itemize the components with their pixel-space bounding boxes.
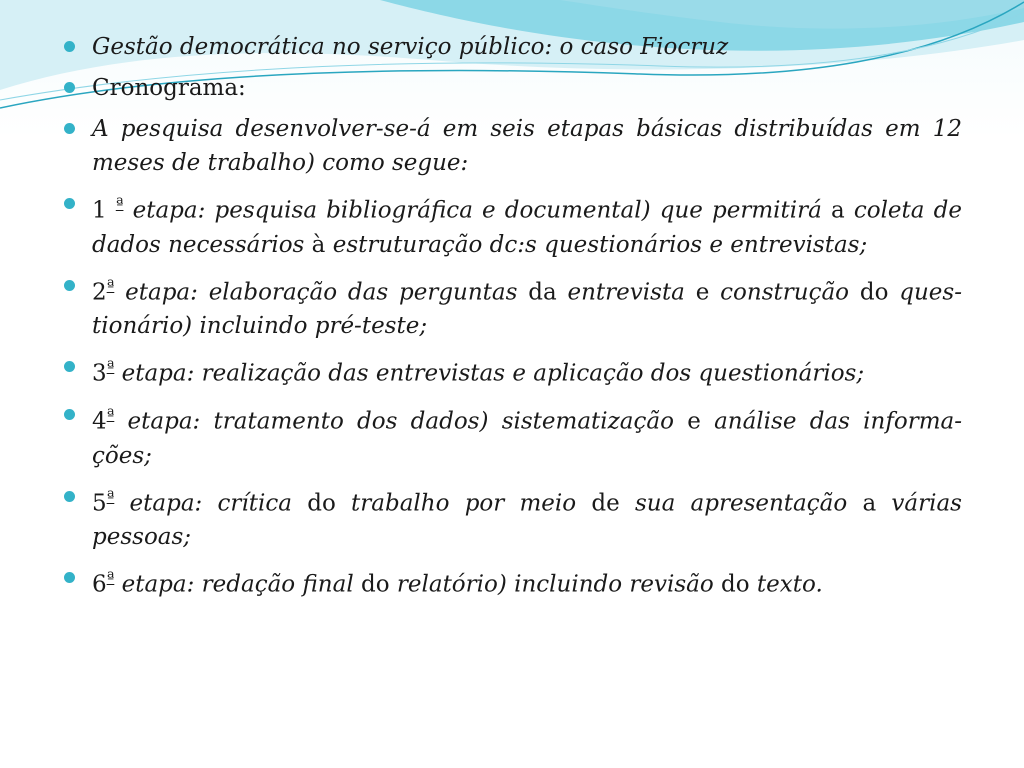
list-item-text: sua apresentação bbox=[619, 490, 863, 517]
list-item-text: e bbox=[695, 279, 710, 306]
list-item-text: análise das informa-ções; bbox=[92, 408, 962, 469]
list-item-text: estruturação dc:s questionários e entrevistas; bbox=[325, 231, 868, 258]
list-item-text: 3 bbox=[92, 360, 107, 387]
list-item-text: 6 bbox=[92, 571, 107, 598]
bullet-icon bbox=[64, 82, 75, 93]
list-item-text: A pesquisa desenvolver-se-á em seis etapas básicas distribuídas em 12 meses de trabalho) como segue: bbox=[92, 116, 962, 176]
list-item-text: ª bbox=[106, 486, 115, 506]
list-item-text: ª bbox=[106, 404, 115, 424]
list-item-text: ques-tionário) incluindo pré-teste; bbox=[92, 279, 962, 340]
bullet-icon bbox=[64, 280, 75, 291]
bullet-icon bbox=[64, 491, 75, 502]
list-item-text: à bbox=[311, 231, 326, 258]
bullet-icon bbox=[64, 123, 75, 134]
bullet-list bbox=[62, 30, 962, 609]
list-item-text: etapa: crítica bbox=[114, 490, 308, 517]
list-item-text: ª bbox=[106, 357, 115, 377]
list-item-text: a bbox=[862, 490, 877, 517]
list-item bbox=[62, 480, 962, 555]
list-item-text: coleta de dados necessários bbox=[92, 197, 962, 258]
list-item-text: do bbox=[307, 490, 336, 517]
list-item bbox=[62, 269, 962, 344]
list-item bbox=[62, 398, 962, 473]
list-item-text: texto. bbox=[749, 571, 823, 598]
list-item-text: da bbox=[528, 279, 557, 306]
list-item-text: de bbox=[591, 490, 620, 517]
list-item-text: construção bbox=[709, 279, 860, 306]
list-item-text: Cronograma: bbox=[92, 75, 246, 101]
list-item-text: etapa: redação final bbox=[114, 571, 361, 598]
list-item-text: trabalho por meio bbox=[335, 490, 592, 517]
list-item-text: ª bbox=[106, 275, 115, 295]
list-item-text: do bbox=[721, 571, 750, 598]
list-item bbox=[62, 112, 962, 180]
list-item-text: 1 bbox=[92, 197, 116, 224]
bullet-icon bbox=[64, 409, 75, 420]
list-item-text: várias pessoas; bbox=[92, 490, 962, 551]
list-item-text: entrevista bbox=[556, 279, 696, 306]
list-item bbox=[62, 561, 962, 602]
list-item bbox=[62, 350, 962, 391]
list-item-text: Gestão democrática no serviço público: o caso Fiocruz bbox=[92, 34, 729, 60]
list-item-text: e bbox=[687, 408, 701, 435]
bullet-icon bbox=[64, 361, 75, 372]
list-item-text: 2 bbox=[92, 279, 107, 306]
list-item-text: etapa: tratamento dos dados) sistematização bbox=[114, 408, 688, 435]
list-item-text: do bbox=[859, 279, 889, 306]
bullet-icon bbox=[64, 572, 75, 583]
list-item bbox=[62, 71, 962, 105]
list-item-text: etapa: elaboração das perguntas bbox=[114, 279, 529, 306]
list-item bbox=[62, 30, 962, 64]
list-item-text: 5 bbox=[92, 490, 107, 517]
list-item-text: etapa: realização das entrevistas e aplicação dos questionários; bbox=[114, 360, 865, 387]
list-item bbox=[62, 187, 962, 262]
list-item-text: do bbox=[361, 571, 390, 598]
bullet-icon bbox=[64, 41, 75, 52]
list-item-text: etapa: pesquisa bibliográfica e documental) que permitirá bbox=[123, 197, 831, 224]
list-item-text: relatório) incluindo revisão bbox=[389, 571, 722, 598]
list-item-text: ª bbox=[106, 568, 115, 588]
list-item-text: 4 bbox=[92, 408, 107, 435]
list-item-text: a bbox=[830, 197, 845, 224]
bullet-icon bbox=[64, 198, 75, 209]
list-item-text: ª bbox=[115, 194, 124, 213]
